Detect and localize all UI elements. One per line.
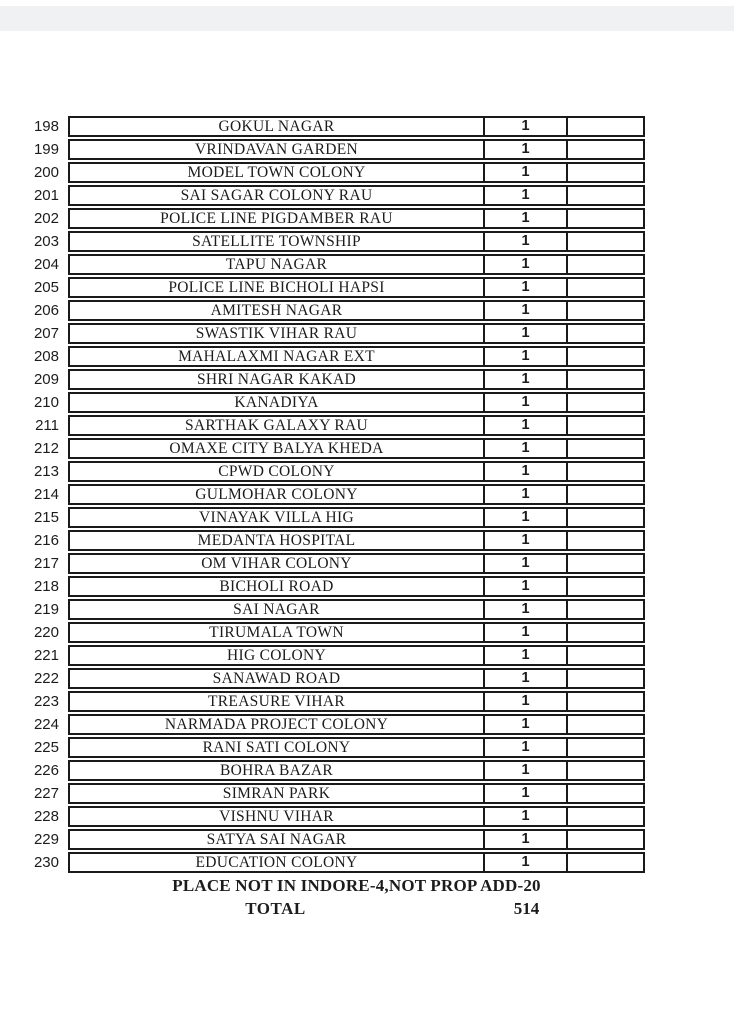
count-cell: 1 — [483, 831, 568, 848]
row-box — [68, 852, 645, 873]
row-box — [68, 185, 645, 206]
table-row — [0, 231, 734, 252]
row-box — [68, 507, 645, 528]
empty-cell — [568, 417, 643, 434]
table-rows — [0, 116, 734, 873]
row-number: 225 — [33, 739, 59, 756]
footer-note: PLACE NOT IN INDORE-4,NOT PROP ADD-20 — [172, 876, 541, 895]
places-table — [0, 116, 734, 921]
empty-cell — [568, 141, 643, 158]
row-box — [68, 691, 645, 712]
empty-cell — [568, 785, 643, 802]
row-number: 230 — [33, 854, 59, 871]
row-number: 198 — [33, 118, 59, 135]
row-box — [68, 461, 645, 482]
row-box — [68, 208, 645, 229]
empty-cell — [568, 578, 643, 595]
row-box — [68, 346, 645, 367]
place-name-cell: TIRUMALA TOWN — [209, 624, 344, 641]
row-box — [68, 438, 645, 459]
place-name-cell: BOHRA BAZAR — [219, 762, 334, 779]
empty-cell — [568, 647, 643, 664]
place-name-cell: TREASURE VIHAR — [208, 693, 345, 710]
count-cell: 1 — [483, 279, 568, 296]
place-name-cell: GULMOHAR COLONY — [195, 486, 358, 503]
count-cell: 1 — [483, 210, 568, 227]
place-name-cell: POLICE LINE PIGDAMBER RAU — [160, 210, 393, 227]
row-box — [68, 829, 645, 850]
row-number: 229 — [33, 831, 59, 848]
count-cell: 1 — [483, 578, 568, 595]
empty-cell — [568, 463, 643, 480]
table-row — [0, 760, 734, 781]
count-cell: 1 — [483, 233, 568, 250]
empty-cell — [568, 440, 643, 457]
place-name-cell: BICHOLI ROAD — [219, 578, 334, 595]
empty-cell — [568, 739, 643, 756]
empty-cell — [568, 808, 643, 825]
table-row — [0, 507, 734, 528]
row-number: 209 — [33, 371, 59, 388]
empty-cell — [568, 854, 643, 871]
place-name-cell: OM VIHAR COLONY — [201, 555, 352, 572]
empty-cell — [568, 624, 643, 641]
table-row — [0, 668, 734, 689]
count-cell: 1 — [483, 463, 568, 480]
empty-cell — [568, 670, 643, 687]
table-row — [0, 553, 734, 574]
empty-cell — [568, 210, 643, 227]
count-cell: 1 — [483, 187, 568, 204]
row-number: 210 — [33, 394, 59, 411]
place-name-cell: SARTHAK GALAXY RAU — [184, 417, 368, 434]
count-cell: 1 — [483, 348, 568, 365]
row-box — [68, 369, 645, 390]
table-row — [0, 576, 734, 597]
empty-cell — [568, 486, 643, 503]
row-box — [68, 231, 645, 252]
row-box — [68, 668, 645, 689]
table-row — [0, 162, 734, 183]
row-box — [68, 530, 645, 551]
place-name-cell: MODEL TOWN COLONY — [187, 164, 366, 181]
table-row — [0, 737, 734, 758]
row-number: 226 — [33, 762, 59, 779]
table-row — [0, 806, 734, 827]
row-number: 228 — [33, 808, 59, 825]
row-number: 223 — [33, 693, 59, 710]
total-row — [68, 896, 645, 921]
row-box — [68, 323, 645, 344]
count-cell: 1 — [483, 532, 568, 549]
row-box — [68, 622, 645, 643]
count-cell: 1 — [483, 647, 568, 664]
table-row — [0, 852, 734, 873]
count-cell: 1 — [483, 141, 568, 158]
empty-cell — [568, 302, 643, 319]
row-box — [68, 714, 645, 735]
count-cell: 1 — [483, 164, 568, 181]
row-number: 212 — [33, 440, 59, 457]
count-cell: 1 — [483, 762, 568, 779]
row-box — [68, 139, 645, 160]
table-row — [0, 783, 734, 804]
total-value: 514 — [513, 899, 540, 918]
empty-cell — [568, 532, 643, 549]
row-number: 219 — [33, 601, 59, 618]
place-name-cell: SIMRAN PARK — [222, 785, 331, 802]
row-number: 211 — [35, 417, 59, 434]
row-box — [68, 162, 645, 183]
count-cell: 1 — [483, 693, 568, 710]
row-box — [68, 553, 645, 574]
row-number: 204 — [33, 256, 59, 273]
count-cell: 1 — [483, 486, 568, 503]
row-number: 202 — [33, 210, 59, 227]
count-cell: 1 — [483, 302, 568, 319]
row-number: 224 — [33, 716, 59, 733]
table-row — [0, 714, 734, 735]
place-name-cell: VISHNU VIHAR — [219, 808, 334, 825]
empty-cell — [568, 187, 643, 204]
place-name-cell: GOKUL NAGAR — [218, 118, 335, 135]
empty-cell — [568, 555, 643, 572]
empty-cell — [568, 831, 643, 848]
count-cell: 1 — [483, 440, 568, 457]
count-cell: 1 — [483, 854, 568, 871]
place-name-cell: TAPU NAGAR — [225, 256, 328, 273]
count-cell: 1 — [483, 808, 568, 825]
empty-cell — [568, 164, 643, 181]
row-number: 217 — [33, 555, 59, 572]
empty-cell — [568, 118, 643, 135]
place-name-cell: AMITESH NAGAR — [210, 302, 343, 319]
row-number: 201 — [33, 187, 59, 204]
count-cell: 1 — [483, 118, 568, 135]
count-cell: 1 — [483, 739, 568, 756]
table-row — [0, 346, 734, 367]
place-name-cell: CPWD COLONY — [218, 463, 335, 480]
row-number: 215 — [33, 509, 59, 526]
row-number: 200 — [33, 164, 59, 181]
empty-cell — [568, 394, 643, 411]
row-box — [68, 576, 645, 597]
row-number: 221 — [33, 647, 59, 664]
count-cell: 1 — [483, 394, 568, 411]
row-box — [68, 277, 645, 298]
row-box — [68, 599, 645, 620]
place-name-cell: RANI SATI COLONY — [202, 739, 351, 756]
count-cell: 1 — [483, 624, 568, 641]
row-number: 214 — [33, 486, 59, 503]
total-label: TOTAL — [245, 899, 306, 918]
row-number: 205 — [33, 279, 59, 296]
table-row — [0, 484, 734, 505]
table-row — [0, 461, 734, 482]
empty-cell — [568, 371, 643, 388]
empty-cell — [568, 716, 643, 733]
row-number: 213 — [33, 463, 59, 480]
table-row — [0, 622, 734, 643]
row-number: 220 — [33, 624, 59, 641]
row-box — [68, 254, 645, 275]
count-cell: 1 — [483, 371, 568, 388]
table-row — [0, 208, 734, 229]
table-row — [0, 829, 734, 850]
empty-cell — [568, 348, 643, 365]
count-cell: 1 — [483, 509, 568, 526]
count-cell: 1 — [483, 670, 568, 687]
table-row — [0, 185, 734, 206]
row-number: 227 — [33, 785, 59, 802]
row-box — [68, 737, 645, 758]
count-cell: 1 — [483, 555, 568, 572]
top-band — [0, 6, 734, 31]
row-box — [68, 645, 645, 666]
place-name-cell: POLICE LINE BICHOLI HAPSI — [168, 279, 385, 296]
place-name-cell: KANADIYA — [234, 394, 319, 411]
row-number: 207 — [33, 325, 59, 342]
row-number: 208 — [33, 348, 59, 365]
row-number: 199 — [33, 141, 59, 158]
place-name-cell: VINAYAK VILLA HIG — [199, 509, 354, 526]
place-name-cell: SHRI NAGAR KAKAD — [197, 371, 356, 388]
place-name-cell: OMAXE CITY BALYA KHEDA — [169, 440, 384, 457]
place-name-cell: EDUCATION COLONY — [195, 854, 358, 871]
empty-cell — [568, 233, 643, 250]
empty-cell — [568, 693, 643, 710]
table-row — [0, 139, 734, 160]
row-number: 203 — [33, 233, 59, 250]
empty-cell — [568, 279, 643, 296]
count-cell: 1 — [483, 785, 568, 802]
row-number: 206 — [33, 302, 59, 319]
table-row — [0, 116, 734, 137]
row-box — [68, 415, 645, 436]
place-name-cell: NARMADA PROJECT COLONY — [164, 716, 389, 733]
count-cell: 1 — [483, 716, 568, 733]
place-name-cell: SATYA SAI NAGAR — [206, 831, 347, 848]
row-box — [68, 783, 645, 804]
place-name-cell: HIG COLONY — [226, 647, 326, 664]
place-name-cell: SWASTIK VIHAR RAU — [195, 325, 358, 342]
row-box — [68, 484, 645, 505]
table-row — [0, 369, 734, 390]
empty-cell — [568, 601, 643, 618]
count-cell: 1 — [483, 601, 568, 618]
count-cell: 1 — [483, 256, 568, 273]
row-box — [68, 300, 645, 321]
place-name-cell: SATELLITE TOWNSHIP — [192, 233, 361, 250]
place-name-cell: SAI SAGAR COLONY RAU — [180, 187, 373, 204]
place-name-cell: MAHALAXMI NAGAR EXT — [178, 348, 375, 365]
row-number: 222 — [33, 670, 59, 687]
table-row — [0, 392, 734, 413]
empty-cell — [568, 256, 643, 273]
place-name-cell: SANAWAD ROAD — [212, 670, 341, 687]
table-row — [0, 599, 734, 620]
table-row — [0, 254, 734, 275]
table-row — [0, 415, 734, 436]
row-box — [68, 392, 645, 413]
table-row — [0, 300, 734, 321]
table-row — [0, 323, 734, 344]
empty-cell — [568, 509, 643, 526]
table-row — [0, 438, 734, 459]
count-cell: 1 — [483, 417, 568, 434]
table-row — [0, 277, 734, 298]
table-row — [0, 645, 734, 666]
table-row — [0, 530, 734, 551]
row-box — [68, 806, 645, 827]
row-number: 216 — [33, 532, 59, 549]
empty-cell — [568, 325, 643, 342]
place-name-cell: SAI NAGAR — [233, 601, 320, 618]
count-cell: 1 — [483, 325, 568, 342]
row-box — [68, 760, 645, 781]
table-row — [0, 691, 734, 712]
row-number: 218 — [33, 578, 59, 595]
place-name-cell: MEDANTA HOSPITAL — [197, 532, 356, 549]
row-box — [68, 116, 645, 137]
empty-cell — [568, 762, 643, 779]
place-name-cell: VRINDAVAN GARDEN — [194, 141, 359, 158]
